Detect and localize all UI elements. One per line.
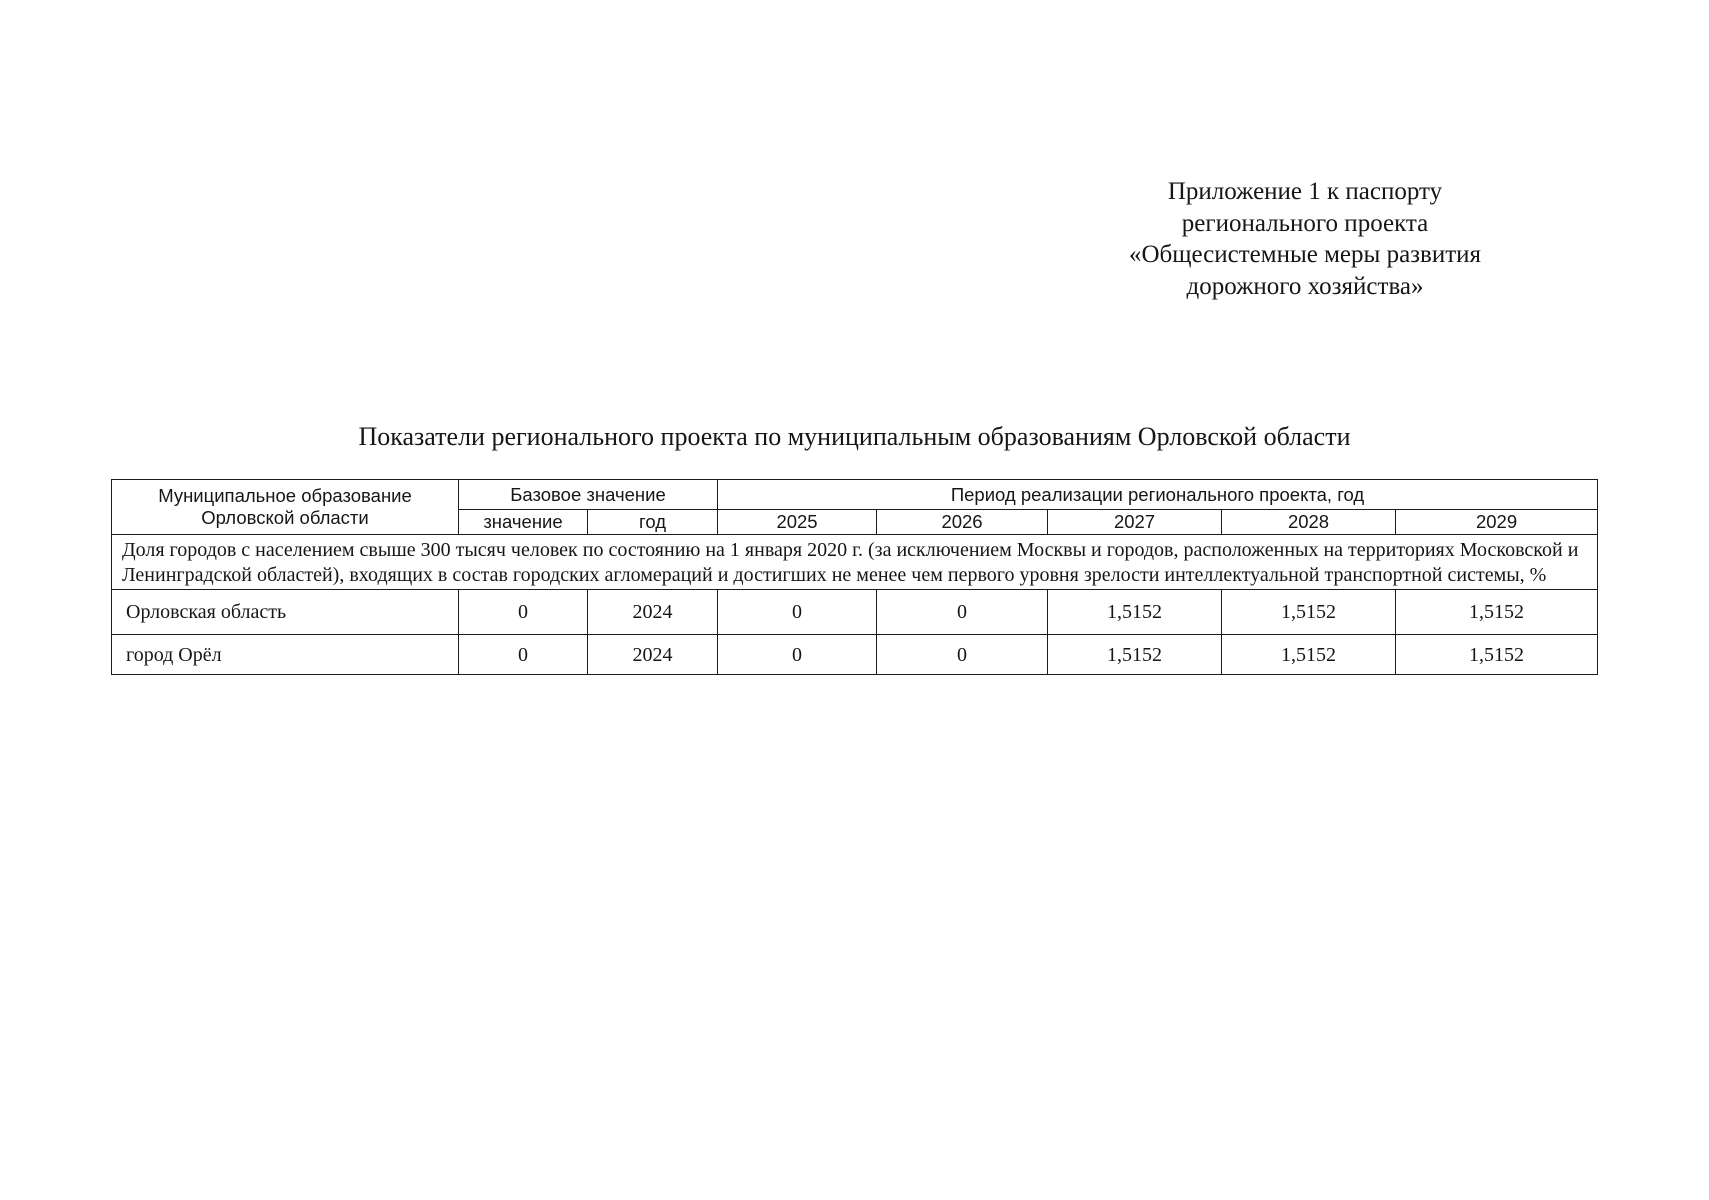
indicator-description: Доля городов с населением свыше 300 тысяч человек по состоянию на 1 января 2020 г. (за исключением Москвы и городов, расположенных на территориях Московской и Ленинградской областей), входящих в состав городских агломераций и достигших не менее чем первого уровня зрелости интеллектуальной транспортной системы, % (112, 535, 1598, 590)
header-year-2026: 2026 (877, 510, 1048, 535)
annex-line-1: Приложение 1 к паспорту (1167, 178, 1443, 205)
annex-line-2: регионального проекта (1181, 209, 1429, 237)
row-municipality-name: город Орёл (112, 635, 459, 675)
row-value-2027: 1,5152 (1048, 590, 1222, 635)
row-base-value: 0 (459, 635, 588, 675)
table-title: Показатели регионального проекта по муниципальным образованиям Орловской области (358, 422, 1351, 451)
annex-caption (1080, 176, 1530, 302)
header-year-2028: 2028 (1222, 510, 1396, 535)
header-municipality (112, 480, 459, 535)
table-row (112, 635, 1598, 675)
row-base-year: 2024 (588, 590, 718, 635)
row-municipality-name: Орловская область (112, 590, 459, 635)
row-value-2029: 1,5152 (1396, 590, 1598, 635)
indicator-row (112, 535, 1598, 590)
header-municipality-line-1: Муниципальное образование (158, 485, 412, 506)
row-value-2029: 1,5152 (1396, 635, 1598, 675)
row-value-2027: 1,5152 (1048, 635, 1222, 675)
header-base-value: Базовое значение (459, 480, 718, 510)
header-year-2025: 2025 (718, 510, 877, 535)
row-value-2025: 0 (718, 590, 877, 635)
header-period: Период реализации регионального проекта, год (718, 480, 1598, 510)
row-value-2025: 0 (718, 635, 877, 675)
header-base-value-value: значение (459, 510, 588, 535)
annex-line-4: дорожного хозяйства» (1186, 272, 1424, 300)
row-base-year: 2024 (588, 635, 718, 675)
row-value-2028: 1,5152 (1222, 635, 1396, 675)
row-value-2028: 1,5152 (1222, 590, 1396, 635)
header-row-1 (112, 480, 1598, 510)
indicators-table (111, 479, 1598, 675)
annex-line-3: «Общесистемные меры развития (1128, 241, 1482, 268)
row-value-2026: 0 (877, 635, 1048, 675)
header-municipality-line-2: Орловской области (201, 507, 369, 528)
table-row (112, 590, 1598, 635)
header-year-2027: 2027 (1048, 510, 1222, 535)
header-base-value-year: год (588, 510, 718, 535)
row-value-2026: 0 (877, 590, 1048, 635)
header-year-2029: 2029 (1396, 510, 1598, 535)
row-base-value: 0 (459, 590, 588, 635)
